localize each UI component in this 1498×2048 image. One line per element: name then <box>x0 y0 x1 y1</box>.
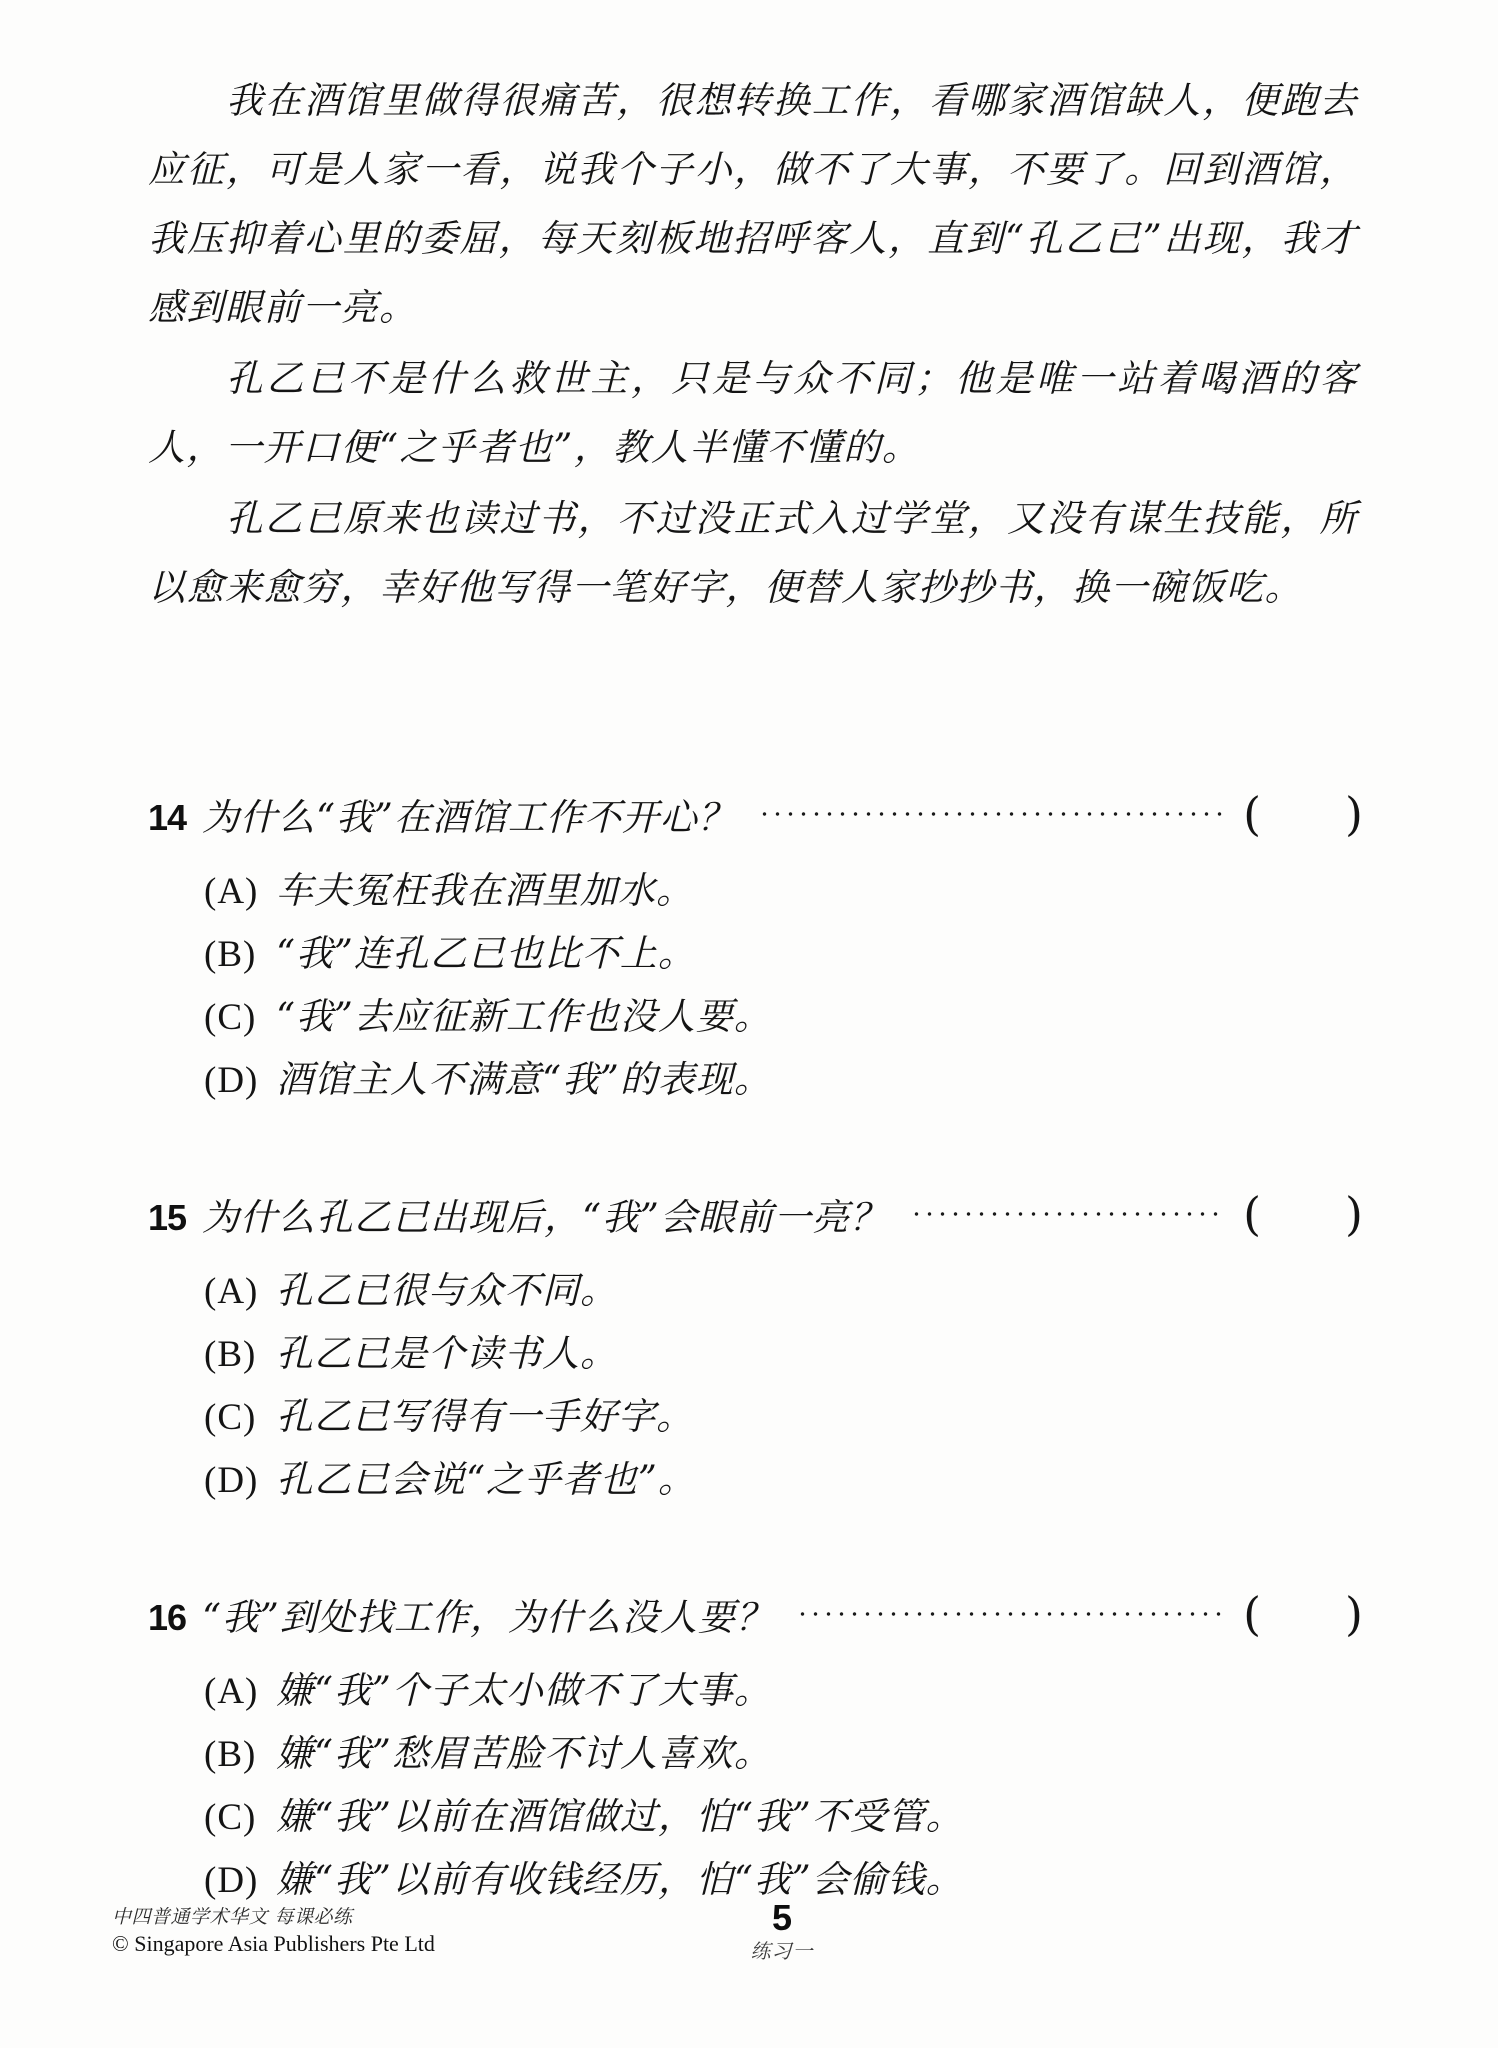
option-b-text: 孔乙已是个读书人。 <box>276 1332 618 1375</box>
option-a-label: (A) <box>204 1271 259 1312</box>
page-subtitle: 练习一 <box>750 1939 814 1963</box>
option-d-label: (D) <box>204 1460 259 1501</box>
answer-paren-close: ) <box>1345 1187 1363 1241</box>
option-c[interactable] <box>204 1786 1363 1849</box>
dotted-leader <box>796 1611 1225 1617</box>
option-a-text: 孔乙已很与众不同。 <box>276 1269 618 1312</box>
option-a[interactable] <box>204 1260 1363 1323</box>
question-15-number: 15 <box>148 1197 187 1238</box>
option-c[interactable] <box>204 1386 1363 1449</box>
option-c[interactable] <box>204 986 1363 1049</box>
option-c-label: (C) <box>204 1397 257 1438</box>
option-c-text: 孔乙已写得有一手好字。 <box>276 1395 694 1438</box>
option-a[interactable] <box>204 1660 1363 1723</box>
question-15-header <box>148 1187 1363 1246</box>
footer-series-title: 中四普通学术华文 每课必练 <box>112 1906 353 1928</box>
answer-paren-close: ) <box>1345 1587 1363 1641</box>
page-number: 5 <box>771 1897 793 1938</box>
option-a-text: 嫌“我”个子太小做不了大事。 <box>276 1669 772 1712</box>
option-c-label: (C) <box>204 997 257 1038</box>
reading-passage <box>148 66 1358 624</box>
option-d[interactable] <box>204 1449 1363 1512</box>
option-b-label: (B) <box>204 934 257 975</box>
answer-paren-close: ) <box>1345 787 1363 841</box>
option-b[interactable] <box>204 1723 1363 1786</box>
question-14-options <box>148 860 1363 1112</box>
question-15 <box>148 1187 1363 1512</box>
option-d[interactable] <box>204 1049 1363 1112</box>
option-b-label: (B) <box>204 1734 257 1775</box>
option-a-label: (A) <box>204 1671 259 1712</box>
option-d-label: (D) <box>204 1860 259 1901</box>
question-16-text: “我”到处找工作，为什么没人要？ <box>202 1596 774 1639</box>
option-b-label: (B) <box>204 1334 257 1375</box>
option-a[interactable] <box>204 860 1363 923</box>
question-14-header <box>148 787 1363 846</box>
question-14-text: 为什么“我”在酒馆工作不开心？ <box>202 796 736 839</box>
passage-paragraph: 孔乙已不是什么救世主，只是与众不同；他是唯一站着喝酒的客人，一开口便“之乎者也”，教人半懂不懂的。 <box>148 357 1358 469</box>
option-c-text: 嫌“我”以前在酒馆做过，怕“我”不受管。 <box>276 1795 964 1838</box>
option-b[interactable] <box>204 923 1363 986</box>
option-a-label: (A) <box>204 871 259 912</box>
option-a-text: 车夫冤枉我在酒里加水。 <box>276 869 694 912</box>
answer-paren-open: ( <box>1243 787 1262 841</box>
dotted-leader <box>758 811 1225 817</box>
answer-paren-open: ( <box>1243 1187 1262 1241</box>
footer-left <box>112 1904 435 1958</box>
option-c-text: “我”去应征新工作也没人要。 <box>276 995 772 1038</box>
question-14 <box>148 787 1363 1112</box>
option-d-text: 嫌“我”以前有收钱经历，怕“我”会偷钱。 <box>276 1858 964 1901</box>
answer-paren-open: ( <box>1243 1587 1262 1641</box>
question-16 <box>148 1587 1363 1912</box>
passage-paragraph: 孔乙已原来也读过书，不过没正式入过学堂，又没有谋生技能，所以愈来愈穷，幸好他写得一笔好字，便替人家抄抄书，换一碗饭吃。 <box>148 497 1358 609</box>
option-d-label: (D) <box>204 1060 259 1101</box>
question-15-text: 为什么孔乙已出现后，“我”会眼前一亮？ <box>202 1196 888 1239</box>
option-b-text: “我”连孔乙已也比不上。 <box>276 932 696 975</box>
page-footer <box>112 1897 1392 1994</box>
footer-copyright: © Singapore Asia Publishers Pte Ltd <box>112 1931 435 1956</box>
option-d-text: 孔乙已会说“之乎者也”。 <box>276 1458 696 1501</box>
option-c-label: (C) <box>204 1797 257 1838</box>
option-b-text: 嫌“我”愁眉苦脸不讨人喜欢。 <box>276 1732 772 1775</box>
question-14-number: 14 <box>148 797 187 838</box>
question-16-number: 16 <box>148 1597 187 1638</box>
footer-center <box>722 1898 842 1964</box>
passage-paragraph: 我在酒馆里做得很痛苦，很想转换工作，看哪家酒馆缺人，便跑去应征，可是人家一看，说我个子小，做不了大事，不要了。回到酒馆，我压抑着心里的委屈，每天刻板地招呼客人，直到“孔乙已”出现，我才感到眼前一亮。 <box>148 79 1358 329</box>
option-d-text: 酒馆主人不满意“我”的表现。 <box>276 1058 772 1101</box>
question-15-options <box>148 1260 1363 1512</box>
question-16-options <box>148 1660 1363 1912</box>
question-16-header <box>148 1587 1363 1646</box>
option-b[interactable] <box>204 1323 1363 1386</box>
dotted-leader <box>910 1211 1225 1217</box>
